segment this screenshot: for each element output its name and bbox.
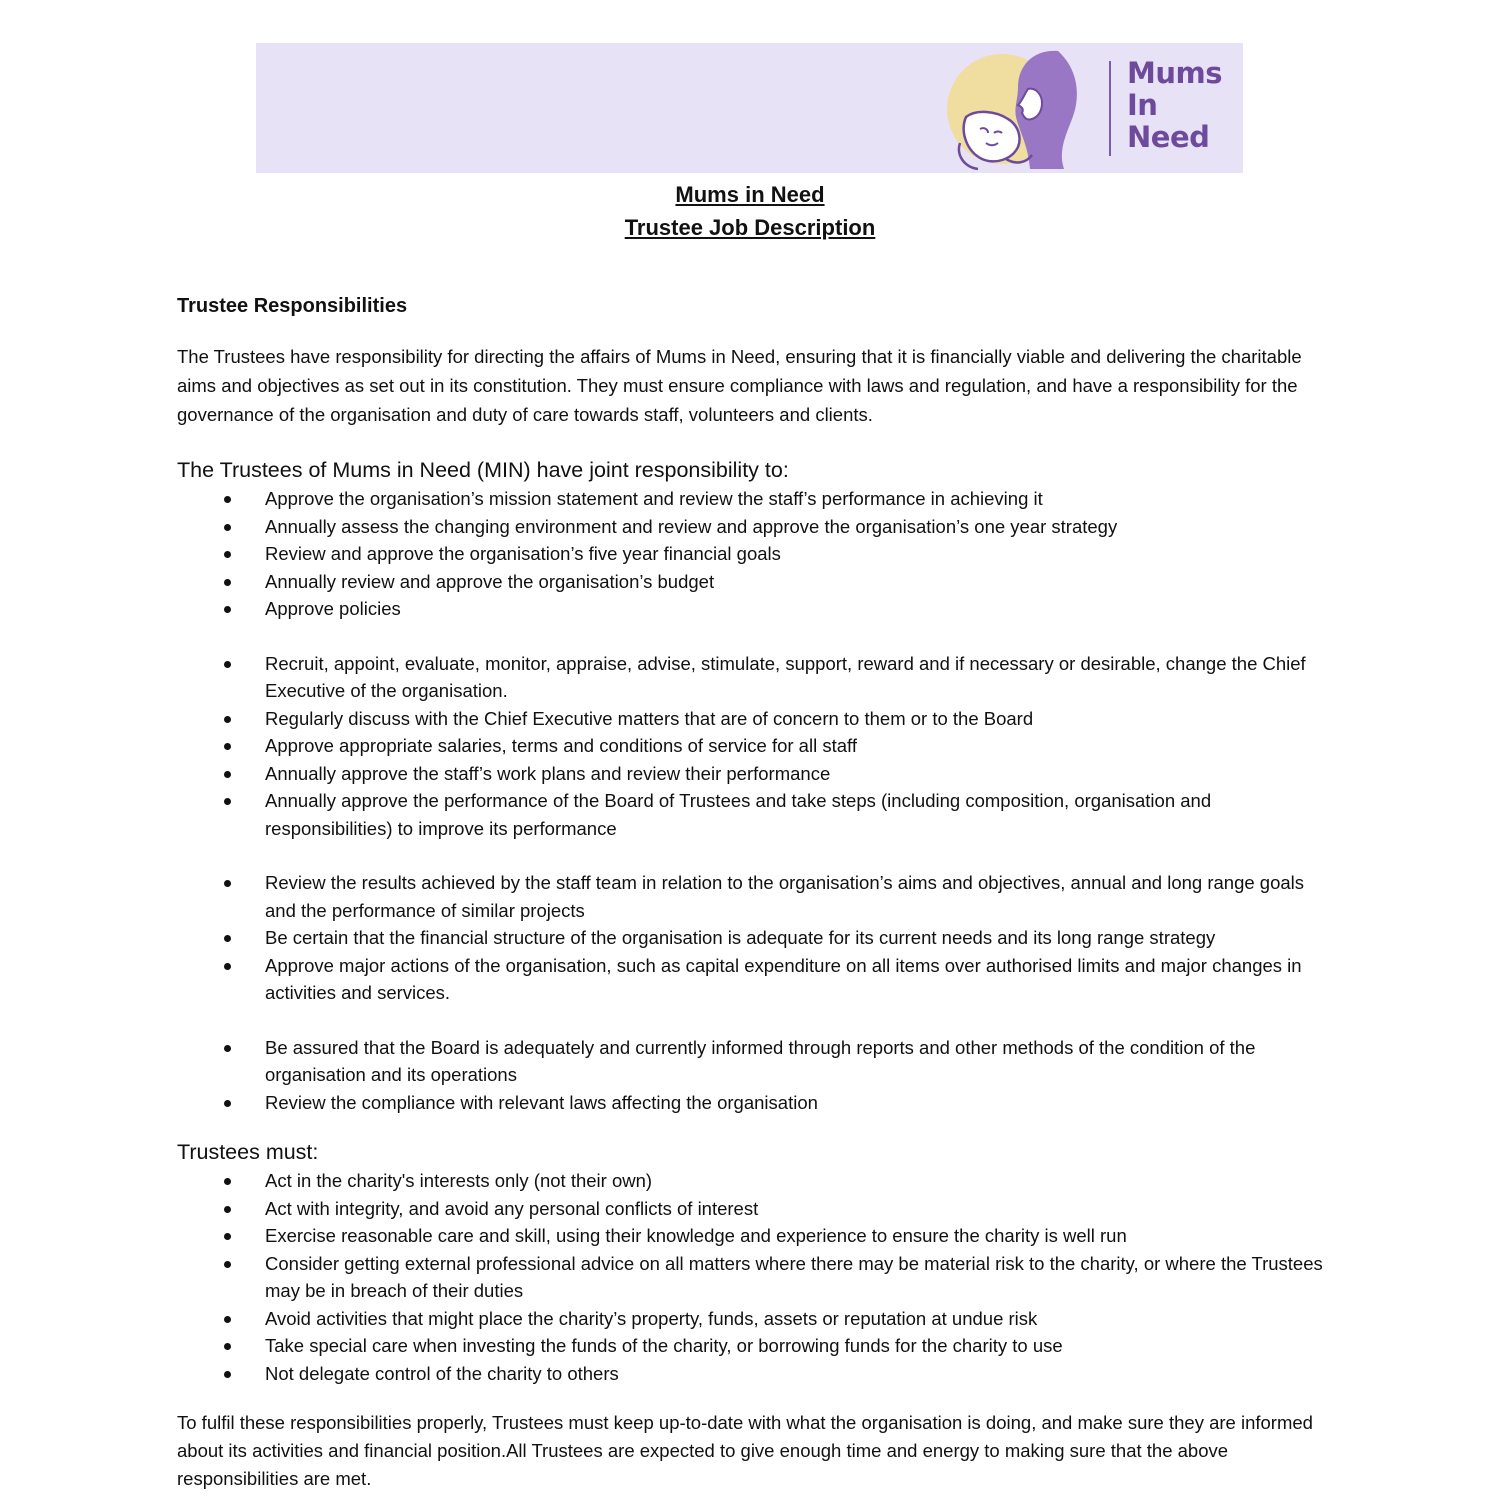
spacer [177,1007,1327,1034]
spacer [177,842,1327,869]
mother-and-baby-logo-icon [946,47,1106,171]
header-banner [256,43,1243,173]
logo-divider [1109,61,1111,156]
list-item: Take special care when investing the funds of the charity, or borrowing funds for the charity to use [177,1332,1327,1360]
logo-line-1: Mums [1127,56,1222,90]
trustees-must-list [177,1167,1327,1387]
document-body [177,292,1327,1493]
logo-wordmark [1127,57,1222,153]
list-item: Review and approve the organisation’s five year financial goals [177,540,1327,568]
document-title [0,178,1500,244]
list-item: Approve policies [177,595,1327,623]
list-item: Approve appropriate salaries, terms and conditions of service for all staff [177,732,1327,760]
responsibility-list-2 [177,650,1327,843]
responsibility-list-3 [177,869,1327,1007]
responsibility-list-4 [177,1034,1327,1117]
list-item: Consider getting external professional advice on all matters where there may be material risk to the charity, or where the Trustees may be in breach of their duties [177,1250,1327,1305]
section-heading: Trustee Responsibilities [177,295,408,317]
list-item: Annually approve the staff’s work plans and review their performance [177,760,1327,788]
list-item: Recruit, appoint, evaluate, monitor, appraise, advise, stimulate, support, reward and if necessary or desirable, change the Chief Executive of the organisation. [177,650,1327,705]
trustees-must-lead: Trustees must: [177,1140,319,1164]
responsibility-list-1 [177,485,1327,623]
joint-responsibility-lead: The Trustees of Mums in Need (MIN) have joint responsibility to: [177,458,789,482]
intro-paragraph: The Trustees have responsibility for directing the affairs of Mums in Need, ensuring that it is financially viable and delivering the charitable aims and objectives as set out in its constitution. They must ensure compliance with laws and regulation, and have a responsibility for the governance of the organisation and duty of care towards staff, volunteers and clients. [177,346,1302,425]
list-item: Annually approve the performance of the Board of Trustees and take steps (including composition, organisation and responsibilities) to improve its performance [177,787,1327,842]
closing-paragraph: To fulfil these responsibilities properly, Trustees must keep up-to-date with what the organisation is doing, and make sure they are informed about its activities and financial position.All Trustees are expected to give enough time and energy to making sure that the above responsibilities are met. [177,1412,1313,1489]
list-item: Review the results achieved by the staff team in relation to the organisation’s aims and objectives, annual and long range goals and the performance of similar projects [177,869,1327,924]
list-item: Act with integrity, and avoid any personal conflicts of interest [177,1195,1327,1223]
list-item: Act in the charity's interests only (not their own) [177,1167,1327,1195]
list-item: Approve the organisation’s mission statement and review the staff’s performance in achieving it [177,485,1327,513]
logo-line-2: In [1127,88,1158,122]
list-item: Avoid activities that might place the charity’s property, funds, assets or reputation at undue risk [177,1305,1327,1333]
list-item: Annually review and approve the organisation’s budget [177,568,1327,596]
logo-line-3: Need [1127,120,1210,154]
title-doc: Trustee Job Description [624,215,876,240]
list-item: Not delegate control of the charity to others [177,1360,1327,1388]
spacer [177,1116,1327,1137]
title-org: Mums in Need [675,182,825,207]
list-item: Approve major actions of the organisation, such as capital expenditure on all items over authorised limits and major changes in activities and services. [177,952,1327,1007]
spacer [177,623,1327,650]
list-item: Regularly discuss with the Chief Executive matters that are of concern to them or to the Board [177,705,1327,733]
list-item: Annually assess the changing environment and review and approve the organisation’s one year strategy [177,513,1327,541]
list-item: Be assured that the Board is adequately and currently informed through reports and other methods of the condition of the organisation and its operations [177,1034,1327,1089]
list-item: Exercise reasonable care and skill, using their knowledge and experience to ensure the charity is well run [177,1222,1327,1250]
list-item: Be certain that the financial structure of the organisation is adequate for its current needs and its long range strategy [177,924,1327,952]
list-item: Review the compliance with relevant laws affecting the organisation [177,1089,1327,1117]
